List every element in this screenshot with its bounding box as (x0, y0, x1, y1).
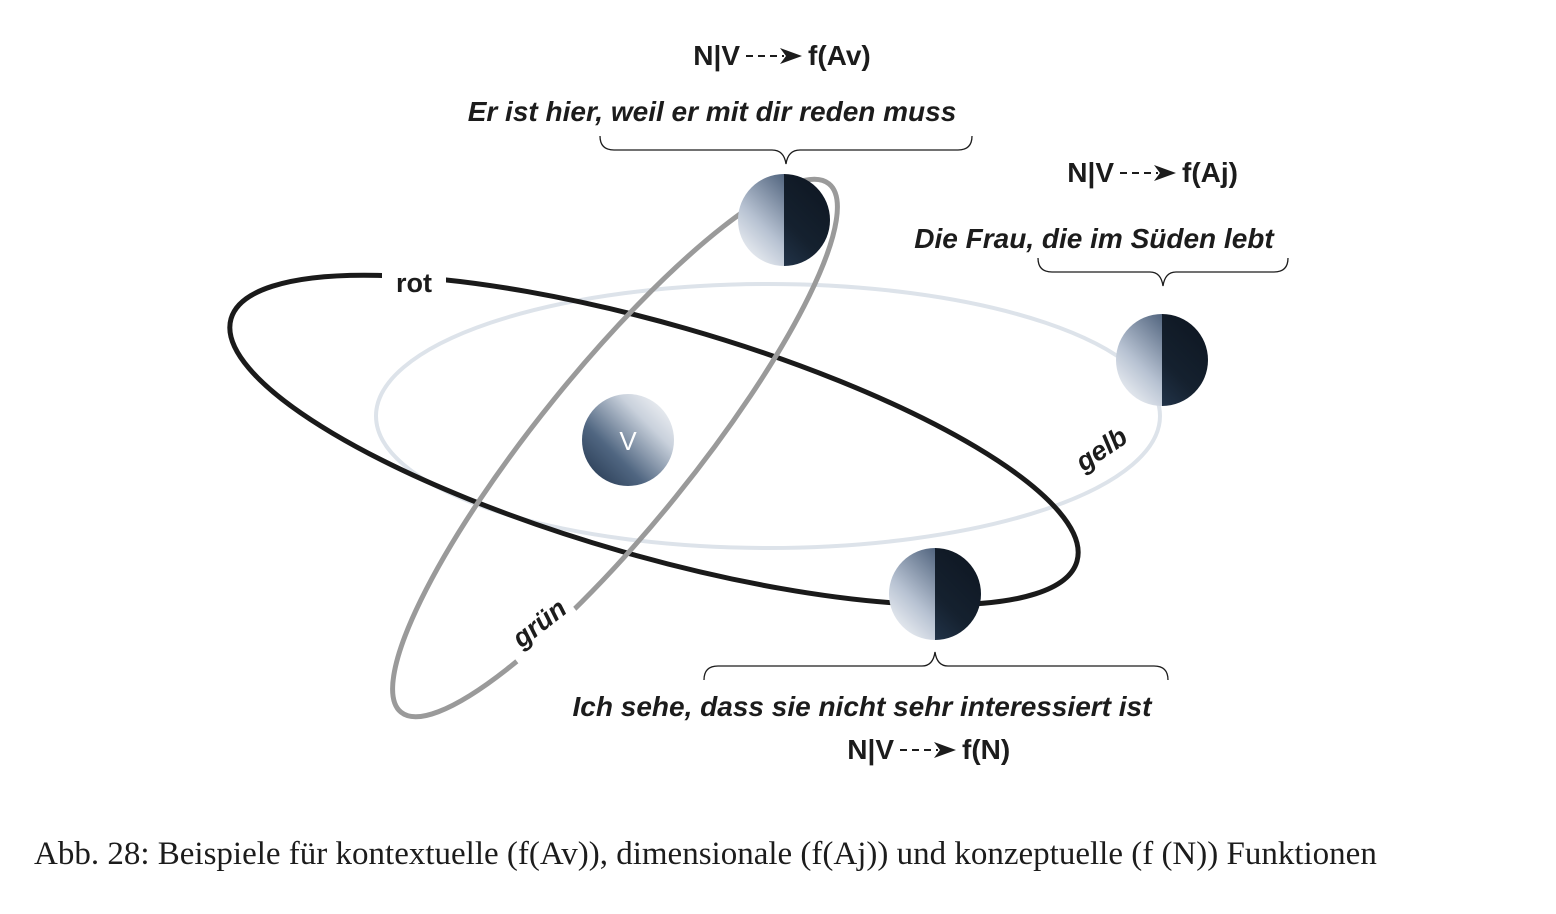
formula-aj (1067, 157, 1238, 188)
formula-n (847, 734, 1010, 765)
formula-av (693, 40, 870, 71)
formula-av-right: f(Av) (808, 40, 871, 71)
sentence-n: Ich sehe, dass sie nicht sehr interessiert ist (572, 691, 1152, 722)
brace-av (600, 136, 972, 164)
sentence-aj: Die Frau, die im Süden lebt (914, 223, 1274, 254)
orbit-gruen-label: grün (506, 592, 573, 654)
orbit-gelb-label: gelb (1070, 421, 1133, 478)
orbit-rot-label: rot (396, 268, 432, 298)
formula-aj-right: f(Aj) (1182, 157, 1238, 188)
satellite-sphere-n (889, 548, 981, 640)
brace-n (704, 652, 1168, 680)
formula-av-left: N|V (693, 40, 740, 71)
satellite-sphere-aj (1116, 314, 1208, 406)
satellite-sphere-av (738, 174, 830, 266)
formula-n-left: N|V (847, 734, 894, 765)
center-node-label: V (619, 426, 637, 456)
sentence-av: Er ist hier, weil er mit dir reden muss (467, 96, 957, 127)
formula-aj-left: N|V (1067, 157, 1114, 188)
center-node-v (582, 394, 674, 486)
brace-aj (1038, 258, 1288, 286)
formula-n-right: f(N) (962, 734, 1011, 765)
figure-caption: Abb. 28: Beispiele für kontextuelle (f(Av)), dimensionale (f(Aj)) und konzeptuelle (f (N)) Funktionen (34, 836, 1377, 872)
